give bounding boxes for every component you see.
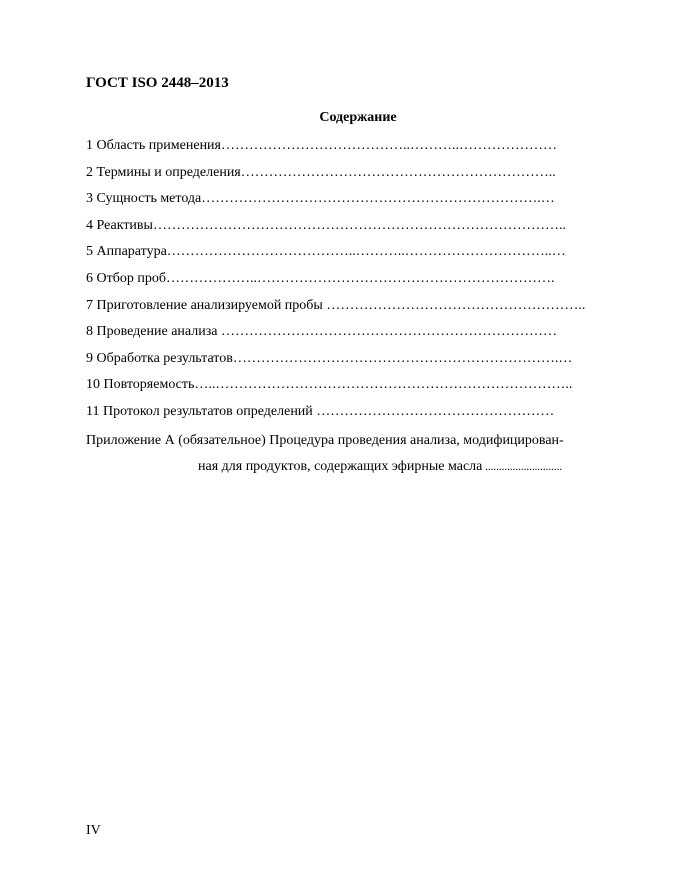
document-code: ГОСТ ISO 2448–2013 [86, 75, 229, 91]
toc-item-10[interactable]: 10 Повторяемость…..………………………………………………………………….. [86, 377, 573, 393]
toc-item-5[interactable]: 5 Аппаратура…………………………………..………..…………………………..… [86, 244, 566, 260]
toc-item-8[interactable]: 8 Проведение анализа ……………………………………………………………… [86, 324, 557, 340]
toc-item-2[interactable]: 2 Термины и определения………………………………………………………….. [86, 164, 556, 180]
appendix-title-line-1: Приложение А (обязательное) Процедура проведения анализа, модифицирован- [86, 433, 564, 448]
appendix-title-line-2-text: ная для продуктов, содержащих эфирные масла [198, 459, 483, 474]
table-of-contents [86, 137, 631, 430]
toc-item-11[interactable]: 11 Протокол результатов определений …………………………………………… [86, 403, 555, 419]
toc-item-6[interactable]: 6 Отбор проб………………..………………………………………………………. [86, 270, 555, 286]
toc-item-1[interactable]: 1 Область применения…………………………………..………..………………… [86, 138, 557, 153]
toc-item-3[interactable]: 3 Сущность метода……………………………………………………………….… [86, 191, 555, 207]
toc-item-7[interactable]: 7 Приготовление анализируемой пробы ……………………………………………….. [86, 297, 586, 313]
appendix-title-line-2 [86, 458, 646, 476]
toc-item-4[interactable]: 4 Реактивы…………………………………………………………………………….. [86, 217, 566, 233]
toc-item-9[interactable]: 9 Обработка результатов…………………………………………………………….… [86, 350, 573, 366]
appendix-leader-dots: ............................ [482, 461, 563, 473]
page-number: IV [86, 823, 101, 838]
toc-title: Содержание [319, 110, 397, 125]
toc-item-appendix-a[interactable] [86, 432, 646, 476]
